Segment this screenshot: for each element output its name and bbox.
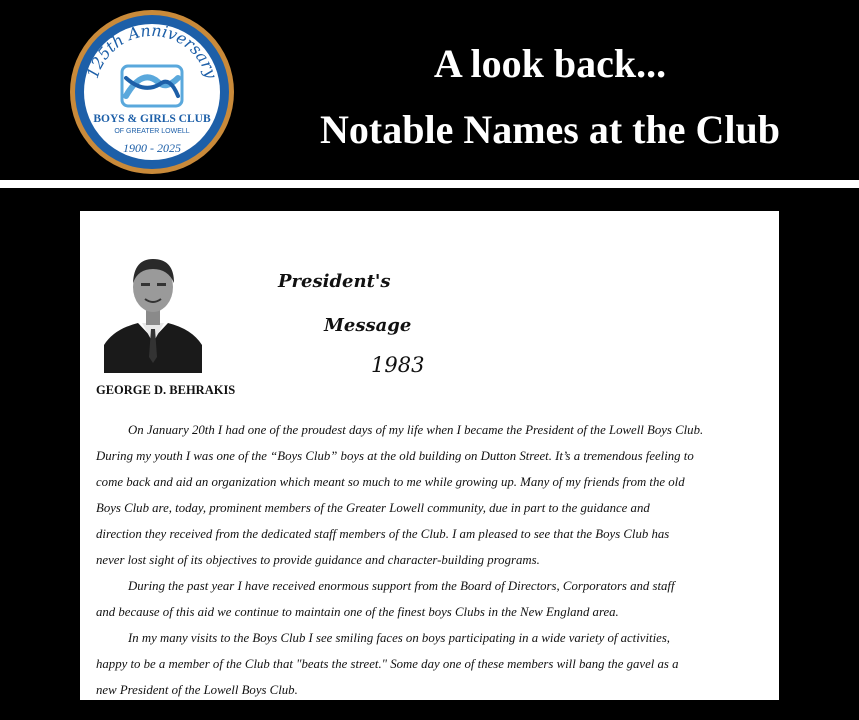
body-line: In my many visits to the Boys Club I see smiling faces on boys participating in a wide variety of activities,	[128, 631, 670, 645]
body-line: Boys Club are, today, prominent members of the Greater Lowell community, due in part to the guidance and	[96, 501, 650, 515]
photo-caption: GEORGE D. BEHRAKIS	[96, 383, 236, 397]
message-title-line-1: President's	[278, 271, 391, 292]
body-line: and because of this aid we continue to maintain one of the finest boys Clubs in the New England area.	[96, 605, 619, 619]
body-line: new President of the Lowell Boys Club.	[96, 683, 298, 697]
body-line: During the past year I have received enormous support from the Board of Directors, Corporators and staff	[128, 579, 675, 593]
body-line: never lost sight of its objectives to provide guidance and character-building programs.	[96, 553, 540, 567]
divider-rule	[0, 180, 859, 188]
anniversary-logo	[68, 8, 236, 176]
headline-line-2: Notable Names at the Club	[320, 107, 780, 152]
logo-org-line2: OF GREATER LOWELL	[114, 128, 190, 135]
message-title-year: 1983	[371, 353, 425, 377]
message-body	[96, 417, 776, 700]
logo-org-line1: BOYS & GIRLS CLUB	[93, 113, 211, 125]
body-line: During my youth I was one of the “Boys Club” boys at the old building on Dutton Street. It’s a tremendous feeling to	[96, 449, 694, 463]
headline-line-1: A look back...	[433, 41, 667, 86]
message-title-line-2: Message	[324, 315, 412, 336]
body-line: On January 20th I had one of the proudest days of my life when I became the President of the Lowell Boys Club.	[128, 423, 704, 437]
logo-anniversary-text: 125th Anniversary	[82, 20, 222, 81]
header-banner	[0, 0, 859, 180]
hands-emblem-icon	[122, 66, 182, 106]
logo-years: 1900 - 2025	[123, 141, 181, 155]
document-page	[80, 211, 779, 700]
body-line: direction they received from the dedicated staff members of the Club. I am pleased to see that the Boys Club has	[96, 527, 670, 541]
body-line: happy to be a member of the Club that "beats the street." Some day one of these members will bang the gavel as a	[96, 657, 679, 671]
body-line: come back and aid an organization which meant so much to me while growing up. Many of my friends from the old	[96, 475, 685, 489]
portrait-photo	[104, 253, 202, 373]
